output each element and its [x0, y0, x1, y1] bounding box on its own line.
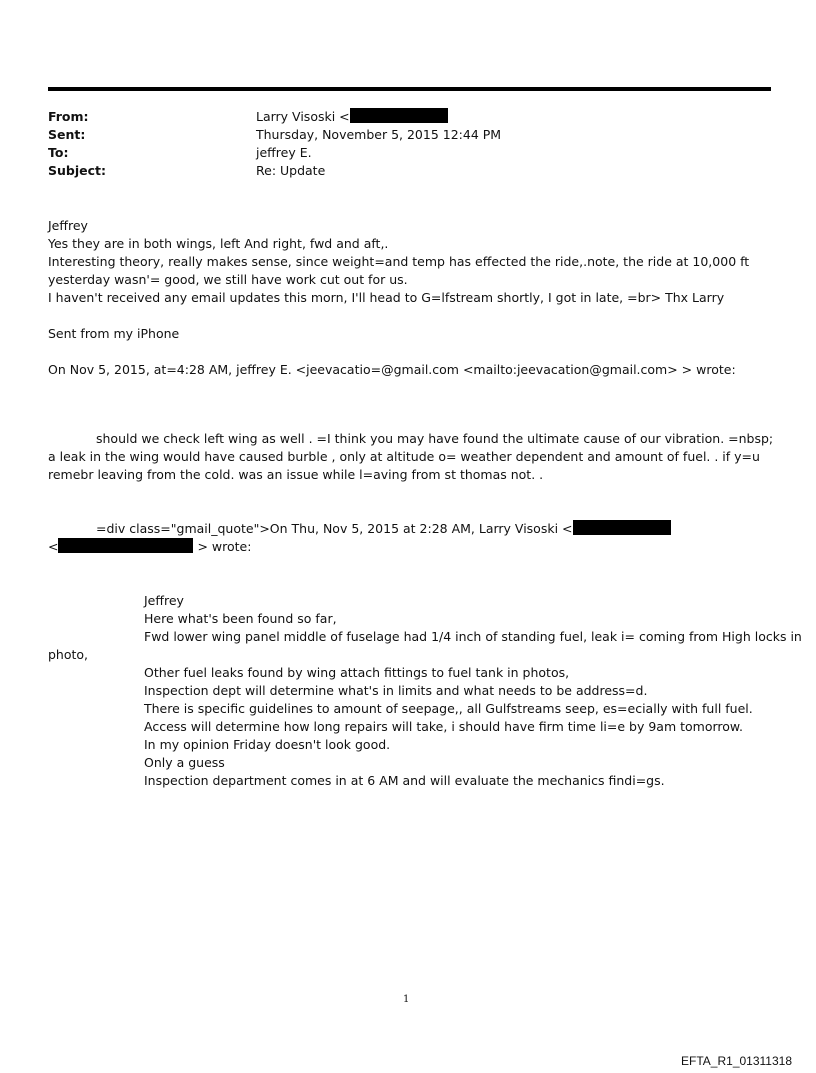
quote1-text: should we check left wing as well . =I think you may have found the ultimate cause of our vibration. =nbsp; a leak in the wing would have caused burble , only at altitude o= weather dependent and amount of fuel. . if y=u remebr leaving from the cold. was an issue while l=aving from st thomas not. . [48, 431, 774, 482]
bates-number: EFTA_R1_01311318 [681, 1054, 792, 1068]
to-row [48, 144, 501, 162]
quote2-line2-start: < [48, 539, 59, 554]
quoted-message-1 [48, 430, 778, 484]
body-line: I haven't received any email updates this morn, I'll head to G=lfstream shortly, I got in late, =br> Thx Larry [48, 290, 725, 305]
body-line: yesterday wasn'= good, we still have work cut out for us. [48, 272, 408, 287]
to-label: To: [48, 145, 69, 160]
quote2-line1-text: =div class="gmail_quote">On Thu, Nov 5, 2015 at 2:28 AM, Larry Visoski < [96, 521, 573, 536]
sent-row [48, 126, 501, 144]
quote2-line2-end: > wrote: [197, 539, 252, 554]
quote3-line: Access will determine how long repairs will take, i should have firm time li=e by 9am tomorrow. [144, 719, 743, 734]
body-line: Jeffrey [48, 218, 88, 233]
quote2-line1 [48, 520, 671, 538]
header-rule [48, 87, 771, 91]
quote3-line: In my opinion Friday doesn't look good. [144, 737, 391, 752]
quote3-line: Inspection department comes in at 6 AM and will evaluate the mechanics findi=gs. [144, 773, 665, 788]
body-line: Sent from my iPhone [48, 326, 180, 341]
from-row [48, 108, 501, 126]
body-line: On Nov 5, 2015, at=4:28 AM, jeffrey E. <jeevacatio=@gmail.com <mailto:jeevacation@gmail.com> > wrote: [48, 362, 736, 377]
page-number: 1 [403, 994, 410, 1005]
subject-label: Subject: [48, 163, 106, 178]
reply-body [48, 217, 749, 379]
body-line [48, 343, 749, 361]
quoted-message-3 [48, 592, 802, 790]
email-header [48, 108, 501, 180]
quote3-line: Other fuel leaks found by wing attach fittings to fuel tank in photos, [144, 665, 570, 680]
redaction-box [58, 538, 193, 553]
quote3-line: There is specific guidelines to amount of seepage,, all Gulfstreams seep, es=ecially with full fuel. [144, 701, 753, 716]
quote3-line: Jeffrey [144, 593, 184, 608]
body-line: Interesting theory, really makes sense, since weight=and temp has effected the ride,.note, the ride at 10,000 ft [48, 254, 750, 269]
quote3-line: Fwd lower wing panel middle of fuselage had 1/4 inch of standing fuel, leak i= coming from High locks in [144, 629, 802, 644]
body-line [48, 307, 749, 325]
quote3-line: Here what's been found so far, [144, 611, 337, 626]
quote3-line: Inspection dept will determine what's in limits and what needs to be address=d. [144, 683, 648, 698]
sent-label: Sent: [48, 127, 86, 142]
quote3-line: Only a guess [144, 755, 225, 770]
redaction-box [350, 108, 448, 123]
quote3-line: photo, [48, 647, 89, 662]
from-label: From: [48, 109, 89, 124]
redaction-box [573, 520, 671, 535]
subject-value: Re: Update [256, 163, 326, 178]
to-value: jeffrey E. [256, 145, 312, 160]
sent-value: Thursday, November 5, 2015 12:44 PM [256, 127, 502, 142]
subject-row [48, 162, 501, 180]
quote2-line2 [48, 538, 671, 556]
quoted-message-2-header [48, 520, 671, 556]
from-value: Larry Visoski < [256, 109, 350, 124]
body-line: Yes they are in both wings, left And right, fwd and aft,. [48, 236, 389, 251]
